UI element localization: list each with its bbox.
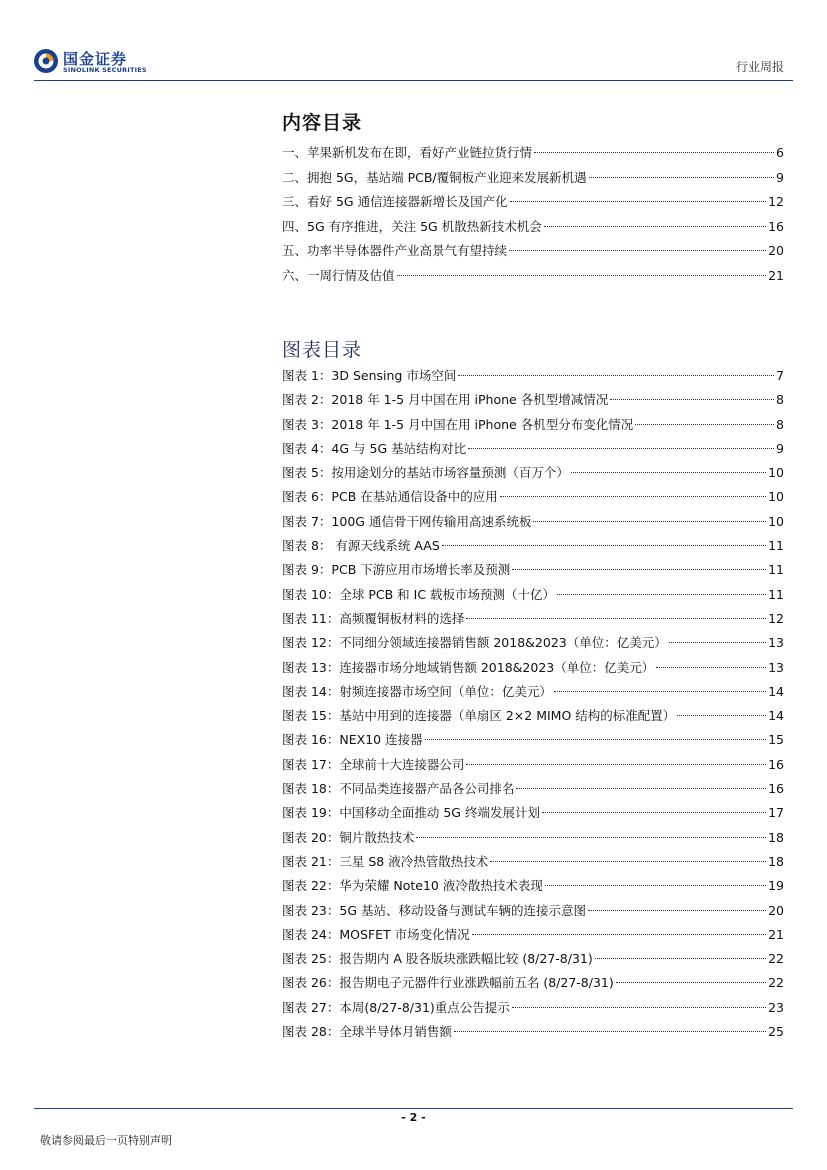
footer-disclaimer: 敬请参阅最后一页特别声明 xyxy=(40,1134,172,1147)
figure-entry-page: 17 xyxy=(768,805,784,821)
figure-entry[interactable] xyxy=(282,536,784,560)
figure-entry-text: 图表 5：按用途划分的基站市场容量预测（百万个） xyxy=(282,465,569,481)
leader-dots xyxy=(512,1006,766,1008)
company-logo xyxy=(33,46,153,78)
leader-dots xyxy=(500,495,766,497)
figure-entry-page: 25 xyxy=(768,1024,784,1040)
leader-dots xyxy=(542,811,766,813)
figure-entry-page: 23 xyxy=(768,999,784,1015)
leader-dots xyxy=(516,787,766,789)
figure-entry[interactable] xyxy=(282,439,784,463)
figure-entry-text: 图表 15：基站中用到的连接器（单扇区 2×2 MIMO 结构的标准配置） xyxy=(282,708,676,724)
figure-entry-text: 图表 2：2018 年 1-5 月中国在用 iPhone 各机型增减情况 xyxy=(282,392,609,408)
toc-entry-text: 一、苹果新机发布在即，看好产业链拉货行情 xyxy=(282,145,533,160)
figure-entry-page: 22 xyxy=(768,975,784,991)
figure-entry-text: 图表 23：5G 基站、移动设备与测试车辆的连接示意图 xyxy=(282,902,586,918)
figure-entry-text: 图表 4：4G 与 5G 基站结构对比 xyxy=(282,440,467,456)
figure-entry-text: 图表 8： 有源天线系统 AAS xyxy=(282,538,440,554)
figures-list xyxy=(282,366,784,1046)
figure-entry-page: 14 xyxy=(768,708,784,724)
toc-entry-page: 6 xyxy=(776,145,784,160)
figure-entry[interactable] xyxy=(282,779,784,803)
toc-entry[interactable] xyxy=(282,192,784,217)
leader-dots xyxy=(635,423,774,425)
figure-entry-text: 图表 24：MOSFET 市场变化情况 xyxy=(282,926,470,942)
leader-dots xyxy=(656,666,766,668)
logo-text-en: SINOLINK SECURITIES xyxy=(63,66,147,74)
leader-dots xyxy=(397,274,767,276)
figure-entry-page: 13 xyxy=(768,635,784,651)
figure-entry-text: 图表 21：三星 S8 液冷热管散热技术 xyxy=(282,853,489,869)
leader-dots xyxy=(571,471,766,473)
toc-entry[interactable] xyxy=(282,143,784,168)
leader-dots xyxy=(669,641,766,643)
figure-entry[interactable] xyxy=(282,512,784,536)
figure-entry-page: 8 xyxy=(776,392,784,408)
figure-entry[interactable] xyxy=(282,973,784,997)
figure-entry-page: 10 xyxy=(768,513,784,529)
contents-title: 内容目录 xyxy=(282,112,363,134)
figure-entry-text: 图表 20：铜片散热技术 xyxy=(282,829,415,845)
sinolink-logo-icon xyxy=(33,48,59,74)
figure-entry[interactable] xyxy=(282,730,784,754)
figure-entry-page: 10 xyxy=(768,489,784,505)
figure-entry-text: 图表 18：不同品类连接器产品各公司排名 xyxy=(282,781,515,797)
figure-entry[interactable] xyxy=(282,901,784,925)
figure-entry-page: 8 xyxy=(776,416,784,432)
leader-dots xyxy=(490,860,766,862)
figure-entry-text: 图表 19：中国移动全面推动 5G 终端发展计划 xyxy=(282,805,540,821)
leader-dots xyxy=(544,225,766,227)
toc-entry-page: 16 xyxy=(768,218,784,234)
leader-dots xyxy=(677,714,766,716)
figure-entry[interactable] xyxy=(282,585,784,609)
toc-entry[interactable] xyxy=(282,217,784,242)
leader-dots xyxy=(472,933,766,935)
leader-dots xyxy=(616,981,766,983)
figure-entry-page: 11 xyxy=(768,586,784,602)
page-number: - 2 - xyxy=(401,1111,426,1124)
figure-entry[interactable] xyxy=(282,560,784,584)
logo-text-cn: 国金证券 xyxy=(63,50,128,68)
figure-entry[interactable] xyxy=(282,925,784,949)
figure-entry-page: 18 xyxy=(768,853,784,869)
figure-entry-text: 图表 26：报告期电子元器件行业涨跌幅前五名 (8/27-8/31) xyxy=(282,975,614,991)
figure-entry-text: 图表 11：高频覆铜板材料的选择 xyxy=(282,610,465,626)
figure-entry-page: 10 xyxy=(768,465,784,481)
contents-list xyxy=(282,143,784,290)
toc-entry-text: 四、5G 有序推进，关注 5G 机散热新技术机会 xyxy=(282,218,542,234)
page-header xyxy=(0,0,827,80)
leader-dots xyxy=(425,738,767,740)
figure-entry[interactable] xyxy=(282,366,784,390)
figure-entry[interactable] xyxy=(282,852,784,876)
figure-entry-page: 11 xyxy=(768,538,784,554)
leader-dots xyxy=(416,836,766,838)
leader-dots xyxy=(454,1030,766,1032)
toc-entry-text: 六、一周行情及估值 xyxy=(282,267,395,283)
figure-entry-text: 图表 12：不同细分领域连接器销售额 2018&2023（单位：亿美元） xyxy=(282,635,667,651)
figure-entry[interactable] xyxy=(282,876,784,900)
figure-entry-text: 图表 16：NEX10 连接器 xyxy=(282,732,423,748)
leader-dots xyxy=(588,909,766,911)
figure-entry-page: 18 xyxy=(768,829,784,845)
figure-entry-text: 图表 22：华为荣耀 Note10 液冷散热技术表现 xyxy=(282,878,543,894)
figure-entry[interactable] xyxy=(282,658,784,682)
figure-entry-text: 图表 17：全球前十大连接器公司 xyxy=(282,756,465,772)
figure-entry[interactable] xyxy=(282,706,784,730)
figure-entry-text: 图表 25：报告期内 A 股各版块涨跌幅比较 (8/27-8/31) xyxy=(282,951,593,967)
leader-dots xyxy=(512,568,766,570)
leader-dots xyxy=(534,151,774,153)
leader-dots xyxy=(466,763,766,765)
figure-entry-page: 11 xyxy=(768,562,784,578)
leader-dots xyxy=(554,690,766,692)
figure-entry[interactable] xyxy=(282,487,784,511)
figure-entry-page: 22 xyxy=(768,951,784,967)
toc-entry-page: 12 xyxy=(768,194,784,209)
leader-dots xyxy=(595,957,766,959)
figure-entry[interactable] xyxy=(282,828,784,852)
figure-entry-text: 图表 7：100G 通信骨干网传输用高速系统板 xyxy=(282,513,532,529)
toc-entry-page: 20 xyxy=(768,243,784,258)
figure-entry-page: 21 xyxy=(768,926,784,942)
figure-entry-text: 图表 27：本周(8/27-8/31)重点公告提示 xyxy=(282,999,510,1015)
toc-entry[interactable] xyxy=(282,266,784,291)
figure-entry-text: 图表 1：3D Sensing 市场空间 xyxy=(282,368,457,383)
toc-entry-text: 五、功率半导体器件产业高景气有望持续 xyxy=(282,243,508,258)
figure-entry-page: 7 xyxy=(776,368,784,383)
header-divider xyxy=(34,80,793,81)
figure-entry-page: 20 xyxy=(768,902,784,918)
figure-entry[interactable] xyxy=(282,682,784,706)
figure-entry-text: 图表 6：PCB 在基站通信设备中的应用 xyxy=(282,489,498,505)
figures-title: 图表目录 xyxy=(282,339,363,361)
figure-entry-text: 图表 3：2018 年 1-5 月中国在用 iPhone 各机型分布变化情况 xyxy=(282,416,634,432)
leader-dots xyxy=(510,200,767,202)
report-type: 行业周报 xyxy=(735,60,784,74)
figure-entry[interactable] xyxy=(282,415,784,439)
toc-entry[interactable] xyxy=(282,241,784,266)
toc-entry-page: 9 xyxy=(776,169,784,185)
figure-entry[interactable] xyxy=(282,633,784,657)
figure-entry-page: 19 xyxy=(768,878,784,894)
figure-entry[interactable] xyxy=(282,463,784,487)
figure-entry-text: 图表 9：PCB 下游应用市场增长率及预测 xyxy=(282,562,511,578)
toc-entry[interactable] xyxy=(282,168,784,193)
leader-dots xyxy=(610,398,774,400)
figure-entry-text: 图表 13：连接器市场分地域销售额 2018&2023（单位：亿美元） xyxy=(282,659,655,675)
figure-entry-text: 图表 14：射频连接器市场空间（单位：亿美元） xyxy=(282,683,552,699)
leader-dots xyxy=(557,593,766,595)
figure-entry[interactable] xyxy=(282,803,784,827)
figure-entry-text: 图表 28：全球半导体月销售额 xyxy=(282,1024,452,1040)
leader-dots xyxy=(466,617,766,619)
figure-entry[interactable] xyxy=(282,998,784,1022)
figure-entry-page: 16 xyxy=(768,756,784,772)
figure-entry[interactable] xyxy=(282,1022,784,1046)
leader-dots xyxy=(458,374,774,376)
figure-entry[interactable] xyxy=(282,949,784,973)
figure-entry-text: 图表 10：全球 PCB 和 IC 载板市场预测（十亿） xyxy=(282,586,556,602)
leader-dots xyxy=(468,447,774,449)
figure-entry[interactable] xyxy=(282,609,784,633)
figure-entry-page: 15 xyxy=(768,732,784,748)
footer-divider xyxy=(34,1108,793,1109)
leader-dots xyxy=(533,520,766,522)
figure-entry-page: 12 xyxy=(768,610,784,626)
leader-dots xyxy=(442,544,766,546)
figure-entry-page: 13 xyxy=(768,659,784,675)
figure-entry-page: 16 xyxy=(768,781,784,797)
figure-entry[interactable] xyxy=(282,755,784,779)
toc-entry-text: 三、看好 5G 通信连接器新增长及国产化 xyxy=(282,194,508,209)
figure-entry-page: 14 xyxy=(768,683,784,699)
figure-entry[interactable] xyxy=(282,390,784,414)
toc-entry-text: 二、拥抱 5G，基站端 PCB/覆铜板产业迎来发展新机遇 xyxy=(282,169,587,185)
leader-dots xyxy=(509,249,766,251)
toc-entry-page: 21 xyxy=(768,267,784,283)
figure-entry-page: 9 xyxy=(776,440,784,456)
leader-dots xyxy=(545,884,766,886)
leader-dots xyxy=(589,176,774,178)
